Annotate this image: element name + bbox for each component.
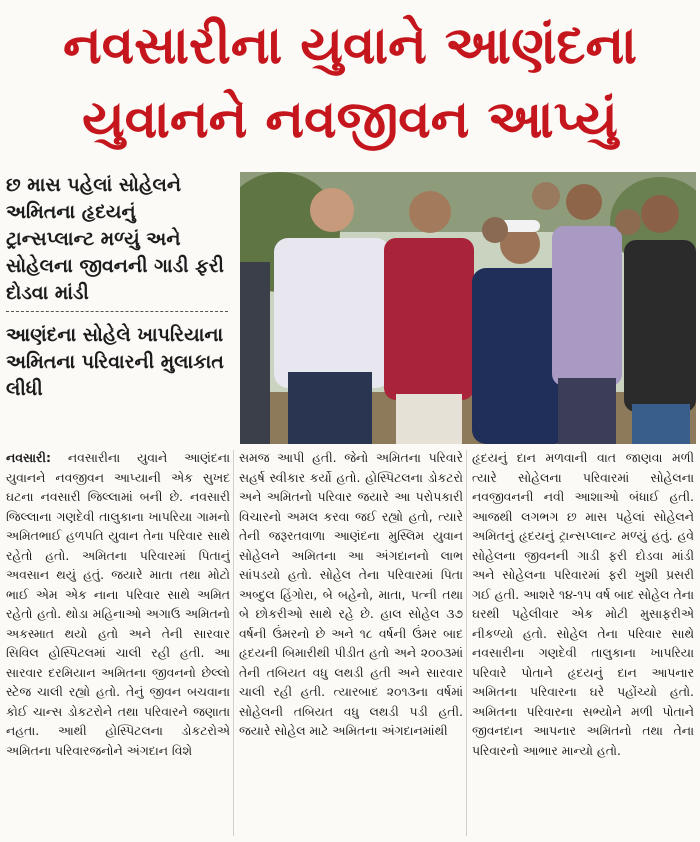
article-column-1-text: નવસારીના યુવાને આણંદના યુવાનને નવજીવન આપ્યાની એક સુખદ ઘટના નવસારી જિલ્લામાં બની છે. નવસારી જિલ્લાના ગણદેવી તાલુકાના ખાપરિયા ગામનો અમિતભાઈ હળપતિ યુવાન તેના પરિવાર સાથે રહેતો હતો. અમિતના પરિવારમાં પિતાનું અવસાન થયું હતું. જયારે માતા તથા મોટો ભાઈ એમ એક નાના પરિવાર સાથે અમિત રહેતો હતો. થોડા મહિનાઓ અગાઉ અમિતનો અકસ્માત થયો હતો અને તેની સારવાર સિવિલ હોસ્પિટલમાં ચાલી રહી હતી. આ સારવાર દરમિયાન અમિતના જીવનનો છેલ્લો સ્ટેજ ચાલી રહ્યો હતો. તેનું જીવન બચવાના કોઈ ચાન્સ ડોકટરોને તથા પરિવારને જણાતા નહતા. આથી હોસ્પિટલના ડોકટરોએ અમિતના પરિવારજનોને અંગદાન વિશે	[6, 450, 230, 758]
article-column-2: સમજ આપી હતી. જેનો અમિતના પરિવારે સહર્ષ સ્વીકાર કર્યો હતો. હોસ્પિટલના ડોકટરો અને અમિતનો પરિવાર જયારે આ પરોપકારી વિચારનો અમલ કરવા જઈ રહ્યો હતો, ત્યારે તેની જરૂરતવાળા આણંદના મુસ્લિમ યુવાન સોહેલને અમિતના આ અંગદાનનો લાભ સાંપડયો હતો. સોહેલ તેના પરિવારમાં પિતા અબ્દુલ હિંગોરા, બે બહેનો, માતા, પત્ની તથા બે છોકરીઓ સાથે રહે છે. હાલ સોહેલ ૩૭ વર્ષની ઉંમરનો છે અને ૧૮ વર્ષની ઉંમર બાદ હૃદયની બિમારીથી પીડીત હતો અને ૨૦૦૩માં તેની તબિયત વધુ લથડી હતી અને સારવાર ચાલી રહી હતી. ત્યારબાદ ૨૦૧૩ના વર્ષમાં સોહેલની તબિયત વધુ લથડી પડી હતી. જયારે સોહેલ માટે અમિતના અંગદાનમાંથી	[239, 450, 463, 738]
dateline: નવસારી:	[6, 450, 51, 465]
column-rule-1	[233, 450, 234, 836]
article-column-1	[6, 448, 230, 838]
deck-divider	[6, 311, 228, 312]
news-photo-illustration	[240, 172, 696, 444]
photo-person-background-1	[482, 217, 508, 243]
headline	[0, 0, 700, 172]
photo-person-background-2	[532, 182, 560, 210]
news-photo	[240, 172, 696, 444]
deck-first: છ માસ પહેલાં સોહેલને અમિતના હૃદયનું ટ્રાન્સપ્લાન્ટ મળ્યું અને સોહેલના જીવનની ગાડી ફરી દોડવા માંડી	[6, 174, 224, 304]
headline-line-2: યુવાનને નવજીવન આપ્યું	[82, 90, 618, 150]
article-column-3: હૃદયનું દાન મળવાની વાત જાણવા મળી ત્યારે સોહેલના પરિવારમાં સોહેલના નવજીવનની નવી આશાઓ બંધાઈ હતી. આજથી લગભગ છ માસ પહેલાં સોહેલને અમિતનું હૃદયનું ટ્રાન્સપ્લાન્ટ મળ્યું હતું. હવે સોહેલના જીવનની ગાડી ફરી દોડવા માંડી અને સોહેલના પરિવારમાં ફરી ખુશી પ્રસરી ગઈ હતી. આશરે ૧૪-૧૫ વર્ષ બાદ સોહેલ તેના ઘરથી પહેલીવાર એક મોટી મુસાફરીએ નીકળ્યો હતો. સોહેલ તેના પરિવાર સાથે નવસારીના ગણદેવી તાલુકાના ખાપરિયા પરિવારે પોતાને હૃદયનું દાન આપનાર અમિતના પરિવારના ઘરે પહોંચ્યો હતો. અમિતના પરિવારના સભ્યોને મળી પોતાને જીવનદાન આપનાર અમિતનો તથા તેના પરિવારનો આભાર માન્યો હતો.	[472, 450, 694, 758]
photo-person-background-3	[615, 209, 641, 235]
photo-person-far-left	[240, 262, 270, 444]
column-rule-2	[466, 450, 467, 836]
deck-second: આણંદના સોહેલે ખાપરિયાના અમિતના પરિવારની મુલાકાત લીધી	[6, 324, 224, 400]
headline-line-1: નવસારીના યુવાને આણંદના	[63, 16, 637, 76]
